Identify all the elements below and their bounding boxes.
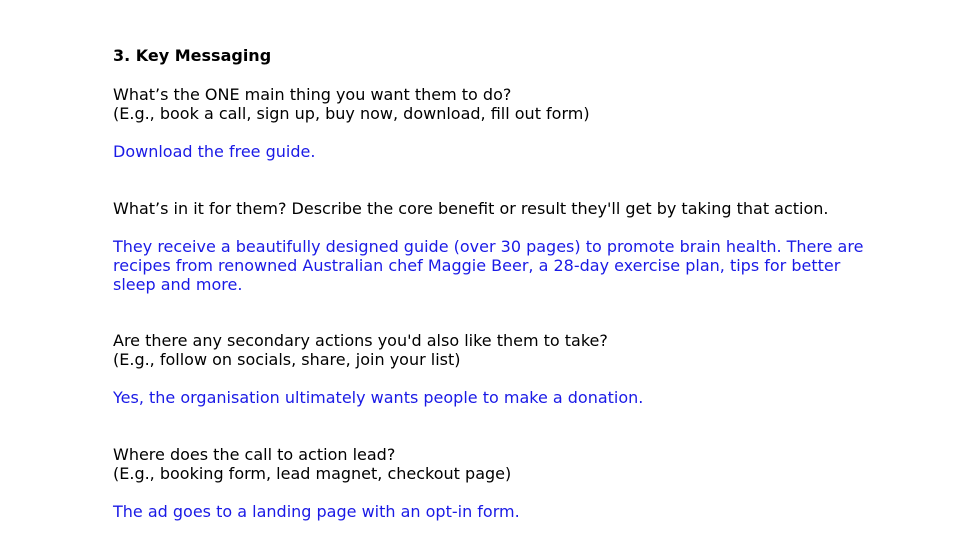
question-benefit: What’s in it for them? Describe the core benefit or result they'll get by taking that action. [113, 199, 829, 218]
answer-benefit-line-2: recipes from renowned Australian chef Maggie Beer, a 28-day exercise plan, tips for better [113, 256, 841, 275]
answer-main-action: Download the free guide. [113, 142, 316, 161]
section-title: 3. Key Messaging [113, 46, 272, 65]
question-cta-destination: Where does the call to action lead? [113, 445, 396, 464]
question-main-action: What’s the ONE main thing you want them to do? [113, 85, 512, 104]
question-main-action-hint: (E.g., book a call, sign up, buy now, download, fill out form) [113, 104, 590, 123]
answer-secondary-actions: Yes, the organisation ultimately wants people to make a donation. [113, 388, 644, 407]
answer-benefit-line-1: They receive a beautifully designed guide (over 30 pages) to promote brain health. There are [113, 237, 864, 256]
question-secondary-actions-hint: (E.g., follow on socials, share, join your list) [113, 350, 461, 369]
question-cta-destination-hint: (E.g., booking form, lead magnet, checkout page) [113, 464, 512, 483]
answer-cta-destination: The ad goes to a landing page with an opt-in form. [113, 502, 520, 521]
answer-benefit-line-3: sleep and more. [113, 275, 243, 294]
question-secondary-actions: Are there any secondary actions you'd also like them to take? [113, 331, 608, 350]
